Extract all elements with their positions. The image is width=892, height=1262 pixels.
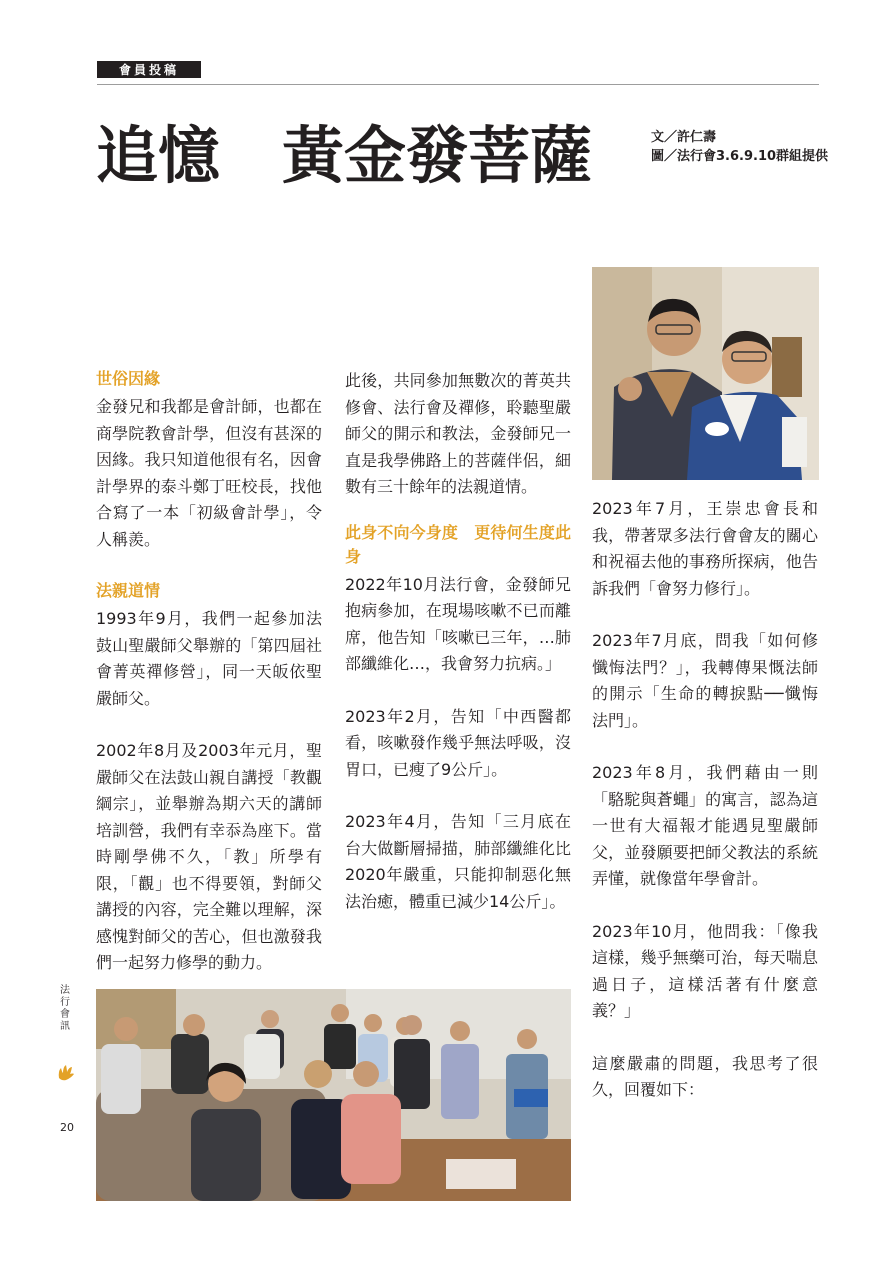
- column-1: [96, 367, 322, 977]
- heading-dharma-kinship: 法親道情: [96, 581, 161, 600]
- paragraph: 2022年10月法行會，金發師兄抱病參加，在現場咳嗽不已而離席，他告知「咳嗽已三年，…肺部纖維化…，我會努力抗病。」: [345, 574, 571, 673]
- paragraph: 金發兄和我都是會計師，也都在商學院教會計學，但沒有甚深的因緣。我只知道他很有名，因會計學界的泰斗鄭丁旺校長，找他合寫了一本「初級會計學」，令人稱羨。: [96, 397, 322, 549]
- paragraph: 2002年8月及2003年元月，聖嚴師父在法鼓山親自講授「教觀綱宗」，並舉辦為期六天的講師培訓營，我們有幸忝為座下。當時剛學佛不久，「教」所學有限，「觀」也不得要領，對師父講授的內容，完全難以理解，深感愧對師父的苦心，但也激發我們一起努力修學的動力。: [96, 741, 322, 972]
- article-title: 追憶 黃金發菩薩: [96, 119, 593, 192]
- magazine-logo: [58, 985, 72, 1033]
- logo-char: 訊: [60, 1021, 70, 1032]
- paragraph: 2023年10月，他問我：「像我這樣，幾乎無藥可治，每天喘息過日子，這樣活著有什麼意義？」: [592, 921, 818, 1020]
- paragraph: 2023年8月，我們藉由一則「駱駝與蒼蠅」的寓言，認為這一世有大福報才能遇見聖嚴師父，並發願要把師父教法的系統弄懂，就像當年學會計。: [592, 763, 818, 888]
- paragraph: 2023年7月，王崇忠會長和我，帶著眾多法行會會友的關心和祝福去他的事務所探病，他告訴我們「會努力修行」。: [592, 499, 818, 598]
- paragraph: 此後，共同參加無數次的菁英共修會、法行會及禪修，聆聽聖嚴師父的開示和教法，金發師兄一直是我學佛路上的菩薩伴侶，細數有三十餘年的法親道情。: [345, 371, 571, 496]
- logo-char: 行: [60, 997, 70, 1008]
- paragraph: 1993年9月，我們一起參加法鼓山聖嚴師父舉辦的「第四屆社會菁英禪修營」，同一天皈依聖嚴師父。: [96, 609, 322, 708]
- heading-secular-karma: 世俗因緣: [96, 369, 161, 388]
- page-number: 20: [60, 1121, 74, 1134]
- photo-group-meeting: [96, 989, 571, 1201]
- heading-this-life: 此身不向今身度 更待何生度此身: [345, 522, 571, 566]
- paragraph: 2023年2月，告知「中西醫都看，咳嗽發作幾乎無法呼吸，沒胃口，已瘦了9公斤」。: [345, 706, 571, 779]
- paragraph: 2023年7月底，問我「如何修懺悔法門？」，我轉傳果慨法師的開示「生命的轉捩點──懺悔法門」。: [592, 631, 818, 730]
- author-credit: 文／許仁壽: [651, 130, 717, 145]
- column-3: [592, 496, 818, 1104]
- logo-char: 會: [60, 1009, 70, 1020]
- column-2: [345, 368, 571, 915]
- paragraph: 這麼嚴肅的問題，我思考了很久，回覆如下：: [592, 1053, 818, 1099]
- credits: [651, 128, 828, 166]
- top-rule: [97, 84, 819, 85]
- photo-two-men: [592, 267, 819, 480]
- paragraph: 2023年4月，告知「三月底在台大做斷層掃描，肺部纖維化比2020年嚴重，只能抑制惡化無法治癒，體重已減少14公斤」。: [345, 812, 571, 911]
- logo-char: 法: [60, 985, 70, 996]
- hand-logo-icon: [56, 1062, 76, 1086]
- section-tag: 會員投稿: [97, 61, 201, 78]
- photo-credit: 圖／法行會3.6.9.10群組提供: [651, 149, 829, 164]
